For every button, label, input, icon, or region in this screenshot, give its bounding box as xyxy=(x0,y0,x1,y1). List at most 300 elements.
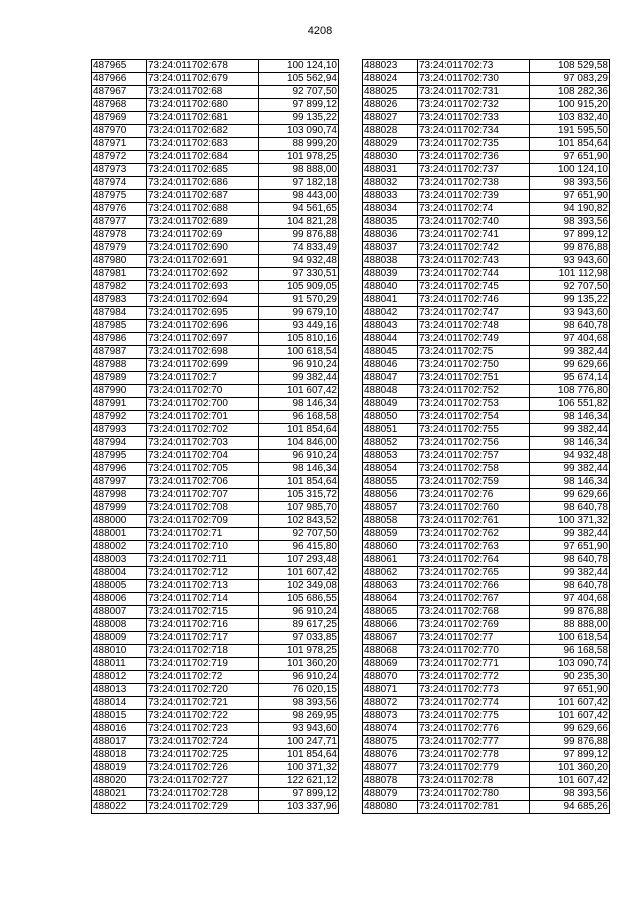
amount-cell: 105 909,05 xyxy=(259,281,339,294)
cadastral-number-cell: 73:24:011702:768 xyxy=(418,606,530,619)
table-row xyxy=(363,216,610,229)
table-row xyxy=(363,411,610,424)
amount-cell: 104 821,28 xyxy=(259,216,339,229)
amount-cell: 107 985,70 xyxy=(259,502,339,515)
row-number-cell: 487978 xyxy=(92,229,147,242)
table-row xyxy=(363,99,610,112)
amount-cell: 100 371,32 xyxy=(530,515,610,528)
amount-cell: 99 629,66 xyxy=(530,723,610,736)
amount-cell: 101 112,98 xyxy=(530,268,610,281)
amount-cell: 101 978,25 xyxy=(259,151,339,164)
table-row xyxy=(363,697,610,710)
table-row xyxy=(92,164,339,177)
cadastral-number-cell: 73:24:011702:731 xyxy=(418,86,530,99)
amount-cell: 99 876,88 xyxy=(530,242,610,255)
row-number-cell: 487983 xyxy=(92,294,147,307)
amount-cell: 89 617,25 xyxy=(259,619,339,632)
amount-cell: 97 330,51 xyxy=(259,268,339,281)
amount-cell: 100 371,32 xyxy=(259,762,339,775)
table-row xyxy=(92,177,339,190)
cadastral-number-cell: 73:24:011702:767 xyxy=(418,593,530,606)
amount-cell: 101 978,25 xyxy=(259,645,339,658)
row-number-cell: 487966 xyxy=(92,73,147,86)
table-row xyxy=(363,710,610,723)
row-number-cell: 487977 xyxy=(92,216,147,229)
row-number-cell: 488068 xyxy=(363,645,418,658)
table-row xyxy=(92,528,339,541)
row-number-cell: 487979 xyxy=(92,242,147,255)
row-number-cell: 487972 xyxy=(92,151,147,164)
table-row xyxy=(92,359,339,372)
cadastral-number-cell: 73:24:011702:710 xyxy=(147,541,259,554)
cadastral-number-cell: 73:24:011702:71 xyxy=(147,528,259,541)
row-number-cell: 488001 xyxy=(92,528,147,541)
row-number-cell: 488012 xyxy=(92,671,147,684)
table-row xyxy=(363,593,610,606)
amount-cell: 100 247,71 xyxy=(259,736,339,749)
row-number-cell: 487967 xyxy=(92,86,147,99)
row-number-cell: 488041 xyxy=(363,294,418,307)
amount-cell: 101 854,64 xyxy=(259,476,339,489)
cadastral-number-cell: 73:24:011702:721 xyxy=(147,697,259,710)
row-number-cell: 488006 xyxy=(92,593,147,606)
amount-cell: 88 999,20 xyxy=(259,138,339,151)
table-row xyxy=(363,372,610,385)
table-row xyxy=(363,424,610,437)
amount-cell: 100 915,20 xyxy=(530,99,610,112)
row-number-cell: 487985 xyxy=(92,320,147,333)
table-row xyxy=(92,242,339,255)
row-number-cell: 488052 xyxy=(363,437,418,450)
cadastral-number-cell: 73:24:011702:695 xyxy=(147,307,259,320)
cadastral-number-cell: 73:24:011702:755 xyxy=(418,424,530,437)
amount-cell: 97 182,18 xyxy=(259,177,339,190)
table-row xyxy=(363,177,610,190)
table-row xyxy=(363,658,610,671)
cadastral-number-cell: 73:24:011702:733 xyxy=(418,112,530,125)
amount-cell: 99 382,44 xyxy=(530,346,610,359)
amount-cell: 98 640,78 xyxy=(530,502,610,515)
amount-cell: 99 876,88 xyxy=(530,736,610,749)
cadastral-number-cell: 73:24:011702:752 xyxy=(418,385,530,398)
table-row xyxy=(92,255,339,268)
amount-cell: 97 083,29 xyxy=(530,73,610,86)
table-row xyxy=(363,684,610,697)
table-row xyxy=(92,775,339,788)
amount-cell: 98 269,95 xyxy=(259,710,339,723)
amount-cell: 96 910,24 xyxy=(259,606,339,619)
row-number-cell: 488008 xyxy=(92,619,147,632)
cadastral-number-cell: 73:24:011702:7 xyxy=(147,372,259,385)
cadastral-number-cell: 73:24:011702:751 xyxy=(418,372,530,385)
amount-cell: 99 876,88 xyxy=(530,606,610,619)
row-number-cell: 488031 xyxy=(363,164,418,177)
row-number-cell: 488064 xyxy=(363,593,418,606)
table-row xyxy=(363,528,610,541)
cadastral-number-cell: 73:24:011702:688 xyxy=(147,203,259,216)
amount-cell: 94 932,48 xyxy=(530,450,610,463)
table-row xyxy=(363,788,610,801)
amount-cell: 98 443,00 xyxy=(259,190,339,203)
table-row xyxy=(363,736,610,749)
row-number-cell: 488040 xyxy=(363,281,418,294)
row-number-cell: 488047 xyxy=(363,372,418,385)
cadastral-number-cell: 73:24:011702:77 xyxy=(418,632,530,645)
amount-cell: 99 629,66 xyxy=(530,489,610,502)
cadastral-number-cell: 73:24:011702:742 xyxy=(418,242,530,255)
row-number-cell: 488044 xyxy=(363,333,418,346)
row-number-cell: 487973 xyxy=(92,164,147,177)
row-number-cell: 488003 xyxy=(92,554,147,567)
row-number-cell: 488039 xyxy=(363,268,418,281)
amount-cell: 76 020,15 xyxy=(259,684,339,697)
amount-cell: 102 843,52 xyxy=(259,515,339,528)
cadastral-number-cell: 73:24:011702:756 xyxy=(418,437,530,450)
row-number-cell: 488035 xyxy=(363,216,418,229)
row-number-cell: 488009 xyxy=(92,632,147,645)
amount-cell: 103 337,96 xyxy=(259,801,339,814)
row-number-cell: 488065 xyxy=(363,606,418,619)
amount-cell: 105 315,72 xyxy=(259,489,339,502)
amount-cell: 97 404,68 xyxy=(530,593,610,606)
row-number-cell: 487965 xyxy=(92,60,147,73)
cadastral-number-cell: 73:24:011702:701 xyxy=(147,411,259,424)
cadastral-number-cell: 73:24:011702:750 xyxy=(418,359,530,372)
row-number-cell: 488055 xyxy=(363,476,418,489)
right-table xyxy=(362,59,610,814)
table-row xyxy=(363,307,610,320)
table-row xyxy=(363,450,610,463)
table-row xyxy=(92,801,339,814)
row-number-cell: 487971 xyxy=(92,138,147,151)
amount-cell: 93 943,60 xyxy=(530,307,610,320)
cadastral-number-cell: 73:24:011702:729 xyxy=(147,801,259,814)
amount-cell: 101 854,64 xyxy=(259,424,339,437)
amount-cell: 99 629,66 xyxy=(530,359,610,372)
row-number-cell: 487987 xyxy=(92,346,147,359)
amount-cell: 98 888,00 xyxy=(259,164,339,177)
row-number-cell: 488061 xyxy=(363,554,418,567)
amount-cell: 99 382,44 xyxy=(530,528,610,541)
table-row xyxy=(92,450,339,463)
table-row xyxy=(363,671,610,684)
table-row xyxy=(363,320,610,333)
table-row xyxy=(363,398,610,411)
cadastral-number-cell: 73:24:011702:748 xyxy=(418,320,530,333)
cadastral-number-cell: 73:24:011702:723 xyxy=(147,723,259,736)
row-number-cell: 487982 xyxy=(92,281,147,294)
table-row xyxy=(363,112,610,125)
table-row xyxy=(92,710,339,723)
cadastral-number-cell: 73:24:011702:728 xyxy=(147,788,259,801)
amount-cell: 105 810,16 xyxy=(259,333,339,346)
row-number-cell: 488077 xyxy=(363,762,418,775)
cadastral-number-cell: 73:24:011702:737 xyxy=(418,164,530,177)
cadastral-number-cell: 73:24:011702:702 xyxy=(147,424,259,437)
cadastral-number-cell: 73:24:011702:732 xyxy=(418,99,530,112)
amount-cell: 97 651,90 xyxy=(530,190,610,203)
cadastral-number-cell: 73:24:011702:781 xyxy=(418,801,530,814)
table-row xyxy=(92,580,339,593)
table-row xyxy=(363,476,610,489)
row-number-cell: 488066 xyxy=(363,619,418,632)
row-number-cell: 487981 xyxy=(92,268,147,281)
table-row xyxy=(363,554,610,567)
row-number-cell: 488054 xyxy=(363,463,418,476)
row-number-cell: 487995 xyxy=(92,450,147,463)
amount-cell: 99 382,44 xyxy=(530,567,610,580)
table-row xyxy=(363,346,610,359)
cadastral-number-cell: 73:24:011702:705 xyxy=(147,463,259,476)
amount-cell: 93 449,16 xyxy=(259,320,339,333)
cadastral-number-cell: 73:24:011702:711 xyxy=(147,554,259,567)
row-number-cell: 488072 xyxy=(363,697,418,710)
row-number-cell: 488059 xyxy=(363,528,418,541)
table-row xyxy=(92,281,339,294)
cadastral-number-cell: 73:24:011702:692 xyxy=(147,268,259,281)
amount-cell: 98 146,34 xyxy=(259,398,339,411)
table-row xyxy=(363,619,610,632)
cadastral-number-cell: 73:24:011702:735 xyxy=(418,138,530,151)
cadastral-number-cell: 73:24:011702:725 xyxy=(147,749,259,762)
table-row xyxy=(92,424,339,437)
table-row xyxy=(92,619,339,632)
table-row xyxy=(363,86,610,99)
amount-cell: 92 707,50 xyxy=(259,86,339,99)
row-number-cell: 488005 xyxy=(92,580,147,593)
table-row xyxy=(363,762,610,775)
cadastral-number-cell: 73:24:011702:770 xyxy=(418,645,530,658)
table-row xyxy=(363,541,610,554)
table-row xyxy=(363,190,610,203)
row-number-cell: 488034 xyxy=(363,203,418,216)
row-number-cell: 488019 xyxy=(92,762,147,775)
table-row xyxy=(92,203,339,216)
cadastral-number-cell: 73:24:011702:743 xyxy=(418,255,530,268)
cadastral-number-cell: 73:24:011702:715 xyxy=(147,606,259,619)
cadastral-number-cell: 73:24:011702:749 xyxy=(418,333,530,346)
row-number-cell: 487996 xyxy=(92,463,147,476)
row-number-cell: 488069 xyxy=(363,658,418,671)
table-row xyxy=(92,437,339,450)
table-row xyxy=(92,632,339,645)
table-row xyxy=(363,437,610,450)
row-number-cell: 488063 xyxy=(363,580,418,593)
cadastral-number-cell: 73:24:011702:707 xyxy=(147,489,259,502)
row-number-cell: 487970 xyxy=(92,125,147,138)
cadastral-number-cell: 73:24:011702:775 xyxy=(418,710,530,723)
row-number-cell: 488027 xyxy=(363,112,418,125)
row-number-cell: 488050 xyxy=(363,411,418,424)
cadastral-number-cell: 73:24:011702:684 xyxy=(147,151,259,164)
row-number-cell: 488074 xyxy=(363,723,418,736)
amount-cell: 94 190,82 xyxy=(530,203,610,216)
cadastral-number-cell: 73:24:011702:779 xyxy=(418,762,530,775)
table-row xyxy=(92,749,339,762)
cadastral-number-cell: 73:24:011702:744 xyxy=(418,268,530,281)
cadastral-number-cell: 73:24:011702:764 xyxy=(418,554,530,567)
cadastral-number-cell: 73:24:011702:690 xyxy=(147,242,259,255)
cadastral-number-cell: 73:24:011702:685 xyxy=(147,164,259,177)
cadastral-number-cell: 73:24:011702:76 xyxy=(418,489,530,502)
row-number-cell: 488030 xyxy=(363,151,418,164)
amount-cell: 108 529,58 xyxy=(530,60,610,73)
table-row xyxy=(92,736,339,749)
row-number-cell: 488048 xyxy=(363,385,418,398)
cadastral-number-cell: 73:24:011702:780 xyxy=(418,788,530,801)
table-row xyxy=(363,606,610,619)
amount-cell: 96 168,58 xyxy=(530,645,610,658)
amount-cell: 103 832,40 xyxy=(530,112,610,125)
row-number-cell: 488073 xyxy=(363,710,418,723)
amount-cell: 105 686,55 xyxy=(259,593,339,606)
cadastral-number-cell: 73:24:011702:681 xyxy=(147,112,259,125)
table-row xyxy=(92,60,339,73)
cadastral-number-cell: 73:24:011702:754 xyxy=(418,411,530,424)
amount-cell: 97 651,90 xyxy=(530,541,610,554)
row-number-cell: 488017 xyxy=(92,736,147,749)
amount-cell: 96 415,80 xyxy=(259,541,339,554)
amount-cell: 101 854,64 xyxy=(530,138,610,151)
amount-cell: 94 561,65 xyxy=(259,203,339,216)
amount-cell: 92 707,50 xyxy=(259,528,339,541)
table-row xyxy=(363,294,610,307)
table-row xyxy=(92,723,339,736)
table-row xyxy=(363,359,610,372)
amount-cell: 93 943,60 xyxy=(259,723,339,736)
row-number-cell: 488002 xyxy=(92,541,147,554)
row-number-cell: 487993 xyxy=(92,424,147,437)
row-number-cell: 488043 xyxy=(363,320,418,333)
cadastral-number-cell: 73:24:011702:761 xyxy=(418,515,530,528)
table-row xyxy=(363,138,610,151)
cadastral-number-cell: 73:24:011702:727 xyxy=(147,775,259,788)
amount-cell: 101 607,42 xyxy=(259,385,339,398)
table-row xyxy=(92,684,339,697)
row-number-cell: 488026 xyxy=(363,99,418,112)
amount-cell: 101 607,42 xyxy=(530,697,610,710)
table-row xyxy=(92,320,339,333)
cadastral-number-cell: 73:24:011702:747 xyxy=(418,307,530,320)
table-row xyxy=(92,138,339,151)
row-number-cell: 487980 xyxy=(92,255,147,268)
cadastral-number-cell: 73:24:011702:763 xyxy=(418,541,530,554)
amount-cell: 94 685,26 xyxy=(530,801,610,814)
table-row xyxy=(92,502,339,515)
amount-cell: 99 679,10 xyxy=(259,307,339,320)
table-row xyxy=(92,346,339,359)
amount-cell: 97 899,12 xyxy=(259,788,339,801)
cadastral-number-cell: 73:24:011702:696 xyxy=(147,320,259,333)
row-number-cell: 488076 xyxy=(363,749,418,762)
table-row xyxy=(92,333,339,346)
amount-cell: 101 607,42 xyxy=(530,710,610,723)
table-row xyxy=(92,697,339,710)
amount-cell: 99 382,44 xyxy=(530,463,610,476)
table-row xyxy=(92,398,339,411)
table-row xyxy=(92,268,339,281)
row-number-cell: 487968 xyxy=(92,99,147,112)
amount-cell: 98 146,34 xyxy=(259,463,339,476)
amount-cell: 100 124,10 xyxy=(530,164,610,177)
amount-cell: 98 640,78 xyxy=(530,580,610,593)
cadastral-number-cell: 73:24:011702:758 xyxy=(418,463,530,476)
table-row xyxy=(363,73,610,86)
cadastral-number-cell: 73:24:011702:689 xyxy=(147,216,259,229)
amount-cell: 74 833,49 xyxy=(259,242,339,255)
row-number-cell: 488004 xyxy=(92,567,147,580)
table-row xyxy=(92,515,339,528)
row-number-cell: 488058 xyxy=(363,515,418,528)
cadastral-number-cell: 73:24:011702:778 xyxy=(418,749,530,762)
amount-cell: 98 146,34 xyxy=(530,476,610,489)
table-row xyxy=(363,229,610,242)
cadastral-number-cell: 73:24:011702:73 xyxy=(418,60,530,73)
page-number: 4208 xyxy=(307,25,333,37)
amount-cell: 103 090,74 xyxy=(259,125,339,138)
cadastral-number-cell: 73:24:011702:72 xyxy=(147,671,259,684)
row-number-cell: 488018 xyxy=(92,749,147,762)
table-row xyxy=(363,580,610,593)
table-row xyxy=(92,112,339,125)
cadastral-number-cell: 73:24:011702:738 xyxy=(418,177,530,190)
amount-cell: 100 618,54 xyxy=(259,346,339,359)
row-number-cell: 488057 xyxy=(363,502,418,515)
amount-cell: 88 888,00 xyxy=(530,619,610,632)
table-row xyxy=(92,385,339,398)
cadastral-number-cell: 73:24:011702:714 xyxy=(147,593,259,606)
amount-cell: 99 135,22 xyxy=(530,294,610,307)
amount-cell: 98 393,56 xyxy=(530,216,610,229)
table-row xyxy=(363,489,610,502)
table-row xyxy=(363,749,610,762)
row-number-cell: 488032 xyxy=(363,177,418,190)
table-row xyxy=(363,723,610,736)
cadastral-number-cell: 73:24:011702:739 xyxy=(418,190,530,203)
cadastral-number-cell: 73:24:011702:753 xyxy=(418,398,530,411)
row-number-cell: 487986 xyxy=(92,333,147,346)
row-number-cell: 488023 xyxy=(363,60,418,73)
table-row xyxy=(92,307,339,320)
table-row xyxy=(363,801,610,814)
table-row xyxy=(92,554,339,567)
amount-cell: 97 651,90 xyxy=(530,151,610,164)
row-number-cell: 488049 xyxy=(363,398,418,411)
cadastral-number-cell: 73:24:011702:730 xyxy=(418,73,530,86)
cadastral-number-cell: 73:24:011702:757 xyxy=(418,450,530,463)
table-row xyxy=(92,86,339,99)
left-table xyxy=(91,59,339,814)
cadastral-number-cell: 73:24:011702:734 xyxy=(418,125,530,138)
cadastral-number-cell: 73:24:011702:687 xyxy=(147,190,259,203)
amount-cell: 95 674,14 xyxy=(530,372,610,385)
row-number-cell: 487988 xyxy=(92,359,147,372)
amount-cell: 99 876,88 xyxy=(259,229,339,242)
cadastral-number-cell: 73:24:011702:741 xyxy=(418,229,530,242)
table-row xyxy=(92,151,339,164)
amount-cell: 98 393,56 xyxy=(530,788,610,801)
amount-cell: 97 033,85 xyxy=(259,632,339,645)
table-row xyxy=(92,476,339,489)
amount-cell: 104 846,00 xyxy=(259,437,339,450)
cadastral-number-cell: 73:24:011702:693 xyxy=(147,281,259,294)
table-row xyxy=(92,463,339,476)
row-number-cell: 487990 xyxy=(92,385,147,398)
amount-cell: 100 618,54 xyxy=(530,632,610,645)
amount-cell: 98 393,56 xyxy=(259,697,339,710)
row-number-cell: 488022 xyxy=(92,801,147,814)
cadastral-number-cell: 73:24:011702:724 xyxy=(147,736,259,749)
